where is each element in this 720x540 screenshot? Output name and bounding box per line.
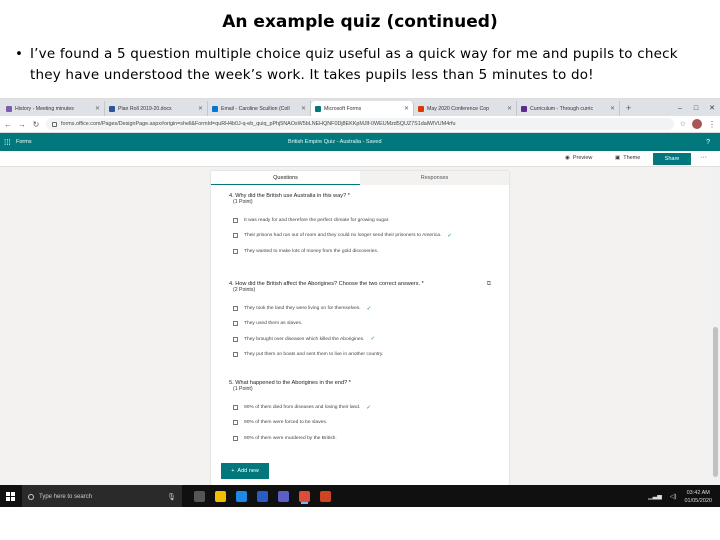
help-icon[interactable]: ?: [706, 138, 710, 146]
tab-favicon-icon: [6, 106, 12, 112]
bullet-symbol: •: [15, 46, 23, 62]
eye-icon: ◉: [565, 155, 570, 161]
browser-tab[interactable]: [414, 101, 517, 116]
tab-favicon-icon: [109, 106, 115, 112]
palette-icon: ▣: [615, 155, 621, 161]
answer-option[interactable]: [233, 347, 499, 362]
answer-option[interactable]: [233, 332, 499, 347]
app-name[interactable]: Forms: [16, 139, 32, 145]
answer-option[interactable]: [233, 316, 499, 331]
app-launcher-icon[interactable]: ⁞⁞⁞: [4, 137, 11, 147]
tab-label: History - Meeting minutes: [15, 105, 74, 112]
close-tab-icon[interactable]: ✕: [609, 106, 615, 112]
browser-tab[interactable]: [517, 101, 620, 116]
clock-time: 03:42 AM: [686, 489, 710, 496]
browser-tab[interactable]: [208, 101, 311, 116]
close-tab-icon[interactable]: ✕: [197, 106, 203, 112]
browser-tab-bar: [0, 99, 720, 116]
answer-option[interactable]: [233, 213, 499, 228]
tab-label: Email - Caroline Scullion (Coll: [221, 105, 290, 112]
command-bar: [0, 151, 720, 167]
checkbox[interactable]: [233, 352, 238, 357]
correct-answer-check-icon: ✓: [370, 336, 376, 343]
checkbox[interactable]: [233, 436, 238, 441]
bullet-text: I’ve found a 5 question multiple choice quiz useful as a quick way for me and pupils to check they have understood the week’s work. It takes pupils less than 5 minutes to do!: [30, 46, 678, 83]
checkbox[interactable]: [233, 249, 238, 254]
question-points: (2 Points): [233, 287, 256, 293]
url-text: forms.office.com/Pages/DesignPage.aspx#origin=shell&FormId=quRH4b0J-q-eb_quiq_pPhj5NAOsW5bLNEHQNF0Dj8EKKpMJlf-0WEUMzd5QUZ7S1dalWlVUM4rfu: [61, 121, 456, 127]
preview-label: Preview: [572, 155, 593, 161]
answer-option[interactable]: [233, 228, 499, 243]
browser-menu-icon[interactable]: ⋮: [708, 119, 716, 129]
lock-icon: [52, 122, 57, 127]
tab-questions[interactable]: Questions: [211, 171, 360, 185]
windows-start-icon[interactable]: [0, 492, 22, 501]
network-icon[interactable]: ▁▃▅: [648, 494, 662, 500]
page-scrollbar[interactable]: [711, 167, 720, 485]
plus-icon: +: [231, 468, 235, 474]
tab-label: Plan Roll 2019-20.docx: [118, 105, 172, 112]
checkbox[interactable]: [233, 218, 238, 223]
close-tab-icon[interactable]: ✕: [506, 106, 512, 112]
browser-tab-active[interactable]: [311, 101, 414, 116]
answer-option[interactable]: [233, 301, 499, 316]
form-card: [211, 171, 509, 491]
option-text: Their prisons had run out of room and they could no longer send their prisoners to America.: [244, 233, 442, 239]
form-tabs: [211, 171, 509, 185]
new-tab-button[interactable]: +: [626, 103, 632, 113]
window-controls: [672, 101, 720, 116]
profile-avatar[interactable]: [692, 119, 702, 129]
volume-icon[interactable]: ◁): [669, 494, 677, 500]
question-points: (1 Point): [233, 199, 253, 205]
taskbar-clock[interactable]: [684, 489, 712, 505]
maximize-icon[interactable]: □: [693, 105, 699, 112]
scrollbar-thumb[interactable]: [713, 327, 718, 477]
option-text: They wanted to make lots of money from the gold discoveries.: [244, 248, 379, 254]
checkbox[interactable]: [233, 337, 238, 342]
close-tab-icon[interactable]: ✕: [300, 106, 306, 112]
search-placeholder: Type here to search: [39, 493, 93, 500]
preview-button[interactable]: [565, 155, 592, 161]
option-text: 90% of them died from diseases and losing their land.: [244, 405, 361, 411]
answer-option[interactable]: [233, 400, 499, 415]
tab-favicon-icon: [315, 106, 321, 112]
option-text: They brought over diseases which killed the Aborigines.: [244, 336, 365, 342]
close-tab-icon[interactable]: ✕: [403, 106, 409, 112]
answer-option[interactable]: [233, 244, 499, 259]
question-title: 4. How did the British affect the Aborigines? Choose the two correct answers. *: [229, 281, 424, 287]
windows-taskbar: [0, 485, 720, 507]
option-text: They put them on boats and sent them to live in another country.: [244, 352, 384, 358]
powerpoint-icon[interactable]: [320, 491, 331, 502]
add-new-label: Add new: [237, 468, 259, 474]
option-text: They used them as slaves.: [244, 321, 303, 327]
mail-icon[interactable]: [257, 491, 268, 502]
close-tab-icon[interactable]: ✕: [94, 106, 100, 112]
question-menu-icon[interactable]: ⧉: [486, 281, 491, 287]
url-input[interactable]: [46, 118, 674, 130]
question-block[interactable]: [229, 193, 499, 259]
task-view-icon[interactable]: [194, 491, 205, 502]
answer-option[interactable]: [233, 415, 499, 430]
browser-tab[interactable]: [2, 101, 105, 116]
checkbox[interactable]: [233, 233, 238, 238]
tab-favicon-icon: [418, 106, 424, 112]
search-icon: [28, 494, 34, 500]
option-text: It was ready for and therefore the perfect climate for growing sugar.: [244, 218, 390, 224]
bookmark-star-icon[interactable]: ☆: [679, 121, 686, 128]
theme-label: Theme: [623, 155, 641, 161]
address-bar: [0, 116, 720, 133]
checkbox[interactable]: [233, 306, 238, 311]
microphone-icon[interactable]: 🎙: [167, 493, 176, 501]
minimize-icon[interactable]: –: [678, 105, 682, 112]
taskbar-search-input[interactable]: [22, 485, 182, 507]
tab-label: Curriculum - Through curric: [530, 105, 594, 112]
checkbox[interactable]: [233, 405, 238, 410]
correct-answer-check-icon: ✓: [447, 232, 452, 239]
tab-label: Microsoft Forms: [324, 105, 362, 112]
tab-label: May 2020 Conference Cop: [427, 105, 489, 112]
tab-favicon-icon: [521, 106, 527, 112]
question-block[interactable]: [229, 281, 499, 362]
close-window-icon[interactable]: ✕: [709, 105, 715, 112]
reload-icon[interactable]: ↻: [32, 119, 40, 129]
correct-answer-check-icon: ✓: [366, 404, 371, 411]
file-explorer-icon[interactable]: [215, 491, 226, 502]
bullet-point: [8, 44, 708, 86]
question-block[interactable]: [229, 380, 499, 446]
checkbox[interactable]: [233, 321, 238, 326]
clock-date: 01/05/2020: [684, 497, 712, 504]
more-options-icon[interactable]: ···: [700, 154, 707, 161]
slide-title: An example quiz (continued): [222, 12, 498, 32]
system-tray: [648, 489, 720, 505]
chrome-icon[interactable]: [299, 491, 310, 502]
teams-icon[interactable]: [278, 491, 289, 502]
edge-icon[interactable]: [236, 491, 247, 502]
taskbar-apps: [182, 491, 331, 502]
back-icon[interactable]: ←: [4, 119, 12, 129]
question-title: 4. Why did the British use Australia in this way? *: [229, 193, 350, 199]
share-button[interactable]: Share: [653, 153, 691, 165]
browser-tab[interactable]: [105, 101, 208, 116]
form-title: British Empire Quiz - Australia - Saved: [288, 139, 382, 145]
answer-option[interactable]: [233, 431, 499, 446]
correct-answer-check-icon: ✓: [366, 305, 372, 312]
screenshot: [0, 98, 720, 507]
add-new-button[interactable]: [221, 463, 269, 479]
option-text: 90% of them were murdered by the British.: [244, 435, 337, 441]
tab-favicon-icon: [212, 106, 218, 112]
forward-icon[interactable]: →: [18, 119, 26, 129]
checkbox[interactable]: [233, 420, 238, 425]
question-title: 5. What happened to the Aborigines in the end? *: [229, 380, 351, 386]
option-text: They took the land they were living on for themselves.: [244, 306, 361, 312]
tab-responses[interactable]: Responses: [360, 171, 509, 185]
question-points: (1 Point): [233, 386, 253, 392]
option-text: 90% of them were forced to be slaves.: [244, 420, 328, 426]
forms-header: [0, 133, 720, 151]
theme-button[interactable]: [615, 155, 640, 161]
